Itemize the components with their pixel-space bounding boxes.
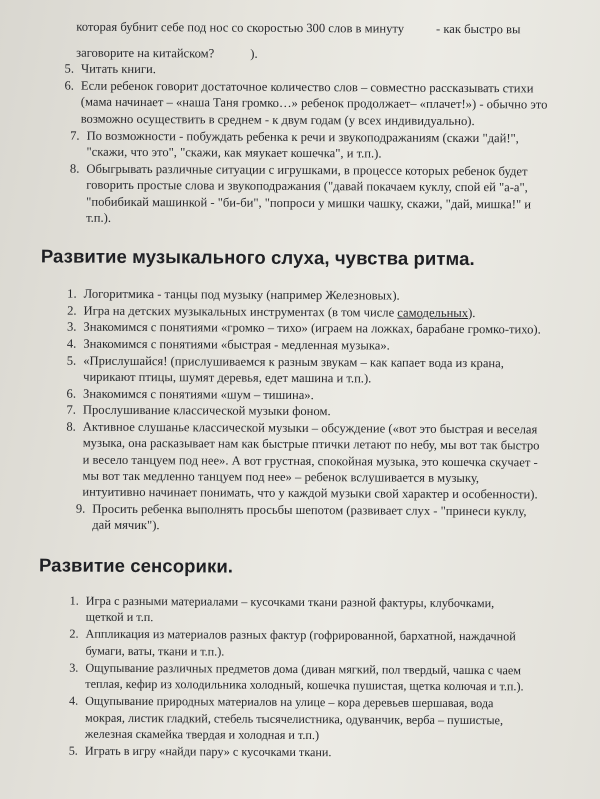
list-item-text: Знакомимся с понятиями «быстрая - медленная музыка». xyxy=(83,336,390,353)
list-item-number: 4. xyxy=(66,336,77,351)
continuation-text-1: которая бубнит себе под нос со скоростью 300 слов в минуту xyxy=(76,19,405,36)
list-item xyxy=(50,78,550,130)
list-item-text: «Прислушайся! (прислушиваемся к разным звукам – как капает вода из крана, чирикают птицы, шумят деревья, едет машина и т.п.). xyxy=(83,353,504,386)
list-item-text: Ощупывание различных предметов дома (диван мягкий, пол твердый, чашка с чаем теплая, кефир из холодильника холодный, кошечка пушистая, щетка колючая и т.п.). xyxy=(85,660,524,694)
list-item xyxy=(54,693,534,745)
list-item-number: 2. xyxy=(69,627,79,642)
list-item-number: 3. xyxy=(66,320,77,335)
list-item xyxy=(49,127,549,162)
list-item-number: 3. xyxy=(69,660,79,675)
list-item xyxy=(55,593,535,628)
list-item xyxy=(50,60,550,79)
continuation-text-2: заговорите на китайском? xyxy=(76,45,215,61)
list-item xyxy=(54,659,534,694)
list-item-number: 5. xyxy=(64,61,75,76)
list-item-text-after: ). xyxy=(468,305,476,320)
list-item-text: Обыгрывать различные ситуации с игрушками, в процессе которых ребенок будет говорить простые слова и звукоподражания ("давай покачаем куклу, спой ей "а-а", "побибикай машинкой - "би-би", "попроси у мишки чашку, скажи, "дай, мишка!" и т.п.). xyxy=(86,161,532,225)
list-item-number: 7. xyxy=(66,403,76,418)
list-item-text: Ощупывание природных материалов на улице – кора деревьев шершавая, вода мокрая, листик гладкий, стебель тысячелистника, одуванчик, верба – пушистые, железная скамейка твердая и холодная и т.п.) xyxy=(84,693,504,742)
list-item-text: Читать книги. xyxy=(80,61,156,77)
list-item-number: 8. xyxy=(66,419,76,434)
list-item-text: Знакомимся с понятиями «шум – тишина». xyxy=(82,386,314,402)
list-item-number: 6. xyxy=(64,78,74,93)
list-item xyxy=(51,419,541,503)
speech-list xyxy=(49,60,550,228)
continuation-tail-2: ). xyxy=(250,46,258,61)
list-item-number: 2. xyxy=(67,303,77,318)
sensory-list xyxy=(54,593,535,762)
list-item-text: Логоритмика - танцы под музыку (например Железновых). xyxy=(83,286,400,303)
list-item xyxy=(51,500,541,535)
list-item-text: Знакомимся с понятиями «громко – тихо» (играем на ложках, барабане громко-тихо). xyxy=(83,320,541,337)
list-item-number: 7. xyxy=(70,128,80,143)
list-item-text-before: Игра на детских музыкальных инструментах (в том числе xyxy=(83,303,398,320)
music-list xyxy=(51,286,542,536)
list-item-text: Играть в игру «найди пару» с кусочками ткани. xyxy=(84,743,332,760)
list-item-text: Прослушивание классической музыки фоном. xyxy=(82,403,331,419)
list-item-text: Аппликация из материалов разных фактур (гофрированной, бархатной, наждачной бумаги, ваты, ткани и т.п.). xyxy=(85,627,516,659)
list-item xyxy=(54,626,534,661)
list-item xyxy=(52,352,542,387)
list-item-text: Просить ребенка выполнять просьбы шепотом (развивает слух - "принеси куклу, дай мячик"). xyxy=(92,501,527,533)
list-item-text: Активное слушанье классической музыки – обсуждение («вот это быстрая и веселая музыка, она расказывает нам как быстрые птички летают по небу, мы вот так быстро и весело танцуем под нее». А вот грустная, спокойная музыка, это кошечка скучает - мы вот так медленно танцуем под нее» – ребенок вслушивается в музыку, интуитивно начинает понимать, что у каждой музыки свой характер и особенности). xyxy=(82,419,540,502)
list-item-text: Если ребенок говорит достаточное количество слов – совместно рассказывать стихи (мама начинает – «наша Таня громко…» ребенок продолжает– «плачет!») - обычно это возможно осуществить в среднем - к двум годам (у всех индивидуально). xyxy=(80,78,548,128)
list-item-number: 5. xyxy=(68,743,78,758)
sensory-section-heading: Развитие сенсорики. xyxy=(38,554,234,577)
list-item xyxy=(49,161,549,229)
continuation-line-1 xyxy=(76,19,574,38)
list-item-number: 1. xyxy=(69,593,79,608)
list-item xyxy=(54,742,534,761)
list-item-number: 8. xyxy=(69,161,80,176)
list-item-number: 1. xyxy=(67,286,77,301)
music-section-heading: Развитие музыкального слуха, чувства ритма. xyxy=(40,245,475,270)
list-item-text: По возможности - побуждать ребенка к речи и звукоподражаниям (скажи "дай!", "скажи, что это", "скажи, как мяукает кошечка", и т.п.). xyxy=(86,128,519,161)
list-item-number: 4. xyxy=(68,693,79,708)
list-item-number: 6. xyxy=(66,386,77,401)
continuation-tail-1: - как быстро вы xyxy=(436,21,521,37)
underlined-word: самодельных xyxy=(397,305,469,320)
list-item-number: 5. xyxy=(66,353,77,368)
list-item-number: 9. xyxy=(75,501,86,516)
list-item-text: Игра с разными материалами – кусочками ткани разной фактуры, клубочками, щеткой и т.п. xyxy=(85,593,495,625)
